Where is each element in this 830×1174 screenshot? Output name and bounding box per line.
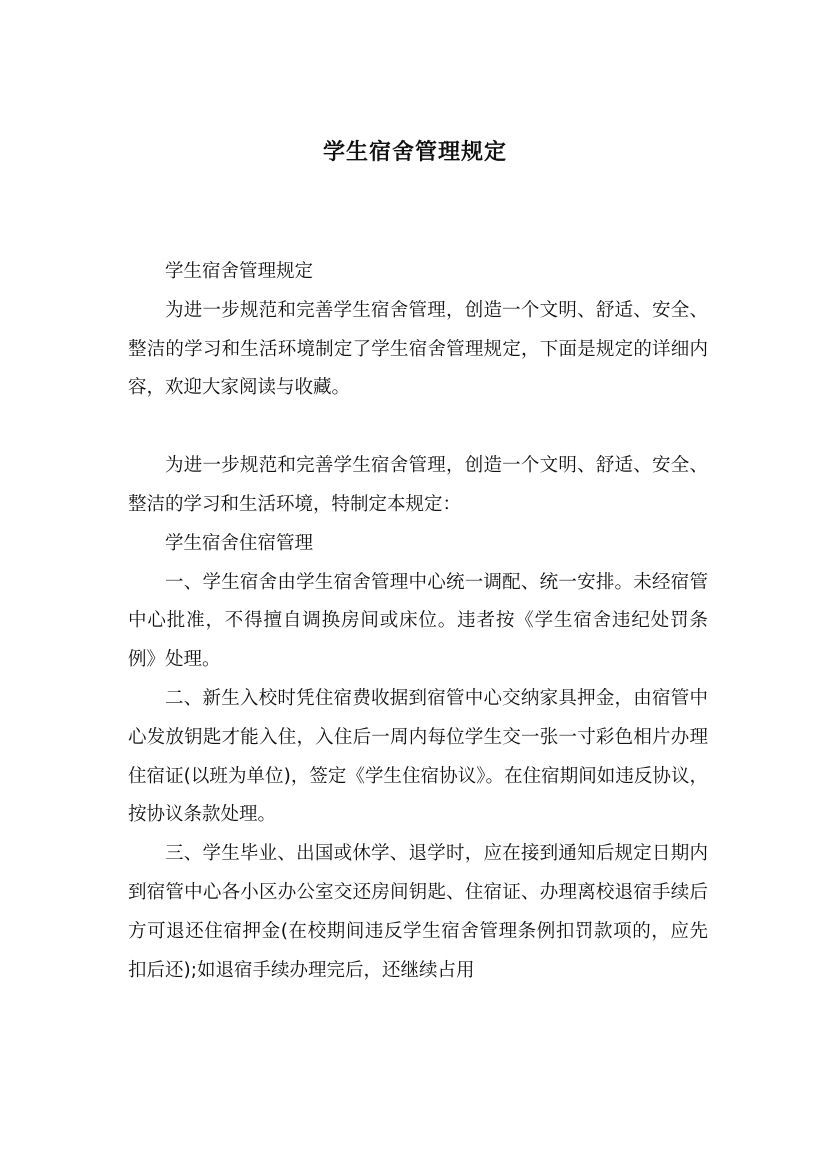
rule-paragraph-3: 三、学生毕业、出国或休学、退学时，应在接到通知后规定日期内到宿管中心各小区办公室交还房间钥匙、住宿证、办理离校退宿手续后方可退还住宿押金(在校期间违反学生宿舍管理条例扣罚款项的，应先扣后还);如退宿手续办理完后，还继续占用 (128, 843, 708, 981)
rule-paragraph-1: 一、学生宿舍由学生宿舍管理中心统一调配、统一安排。未经宿管中心批准，不得擅自调换房间或床位。违者按《学生宿舍违纪处罚条例》处理。 (128, 571, 708, 671)
subsection-heading: 学生宿舍住宿管理 (165, 532, 314, 554)
intro-paragraph: 为进一步规范和完善学生宿舍管理，创造一个文明、舒适、安全、整洁的学习和生活环境制定了学生宿舍管理规定，下面是规定的详细内容，欢迎大家阅读与收藏。 (128, 299, 708, 399)
section-heading: 学生宿舍管理规定 (165, 261, 314, 282)
document-body (128, 253, 708, 990)
rule-paragraph-2: 二、新生入校时凭住宿费收据到宿管中心交纳家具押金，由宿管中心发放钥匙才能入住，入住后一周内每位学生交一张一寸彩色相片办理住宿证(以班为单位)，签定《学生住宿协议》。在住宿期间如违反协议，按协议条款处理。 (128, 687, 708, 826)
purpose-paragraph: 为进一步规范和完善学生宿舍管理，创造一个文明、舒适、安全、整洁的学习和生活环境，特制定本规定： (128, 455, 708, 515)
document-title: 学生宿舍管理规定 (322, 140, 507, 165)
